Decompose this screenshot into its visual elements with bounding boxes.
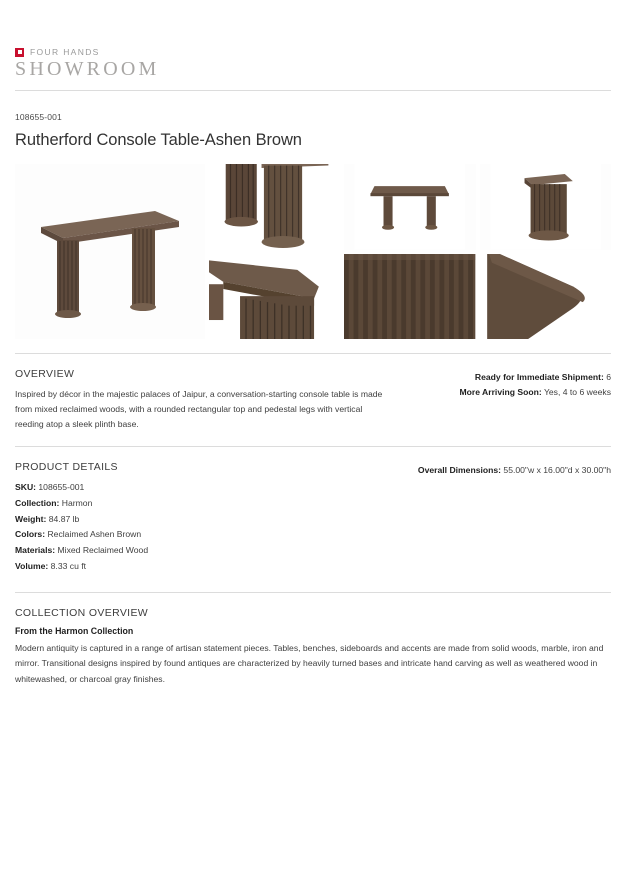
detail-value: 84.87 lb — [48, 513, 80, 524]
sku-line: 108655-001 — [15, 112, 62, 122]
detail-label: Weight: — [15, 513, 47, 524]
brand-lockup — [15, 0, 611, 57]
availability-label: Ready for Immediate Shipment: — [474, 372, 604, 382]
gallery-tile-pedestal-leg-angled-view[interactable] — [480, 164, 611, 250]
page-title: Rutherford Console Table-Ashen Brown — [15, 131, 302, 149]
collection-body: Modern antiquity is captured in a range of artisan statement pieces. Tables, benches, sideboards and accents are made from solid woods, marble, iron and mirror. Transitional designs inspired by found antiques are characterized by heavily turned bases and intricate hand carving as well as weathered wood in whitewashed, or charcoal gray finishes. — [15, 643, 604, 684]
availability-row — [459, 370, 611, 385]
overview-section — [15, 354, 611, 431]
brand-name-label: FOUR HANDS — [30, 47, 100, 57]
overview-body: Inspired by décor in the majestic palaces of Jaipur, a conversation-starting console table is made from mixed reclaimed woods, with a rounded rectangular top and pedestal legs with vertical reeding atop a sleek plinth base. — [15, 389, 383, 429]
overview-text-column — [15, 368, 387, 431]
detail-value: 8.33 cu ft — [50, 560, 87, 571]
availability-row — [459, 385, 611, 400]
availability-value: 6 — [606, 372, 611, 382]
header-divider — [15, 90, 611, 91]
product-details-section — [15, 447, 611, 574]
dimensions-row — [418, 463, 611, 478]
four-hands-logo-icon — [15, 48, 24, 57]
gallery-tile-rounded-corner-edge-detail[interactable] — [480, 254, 611, 340]
detail-row — [15, 559, 387, 575]
gallery-tile-front-elevation-view[interactable] — [344, 164, 475, 250]
detail-label: Colors: — [15, 529, 46, 540]
gallery-tile-table-top-corner-detail[interactable] — [209, 254, 340, 340]
collection-overview-section — [15, 593, 611, 687]
detail-row — [15, 527, 387, 543]
site-header — [15, 0, 611, 81]
detail-label: Volume: — [15, 560, 49, 571]
detail-label: Collection: — [15, 497, 60, 508]
dimensions-label: Overall Dimensions: — [417, 465, 502, 476]
showroom-wordmark: SHOWROOM — [15, 58, 160, 80]
dimensions-column — [418, 461, 611, 478]
availability-label: More Arriving Soon: — [459, 387, 542, 398]
detail-value: Mixed Reclaimed Wood — [57, 544, 149, 555]
detail-label: SKU: — [15, 482, 37, 493]
detail-row — [15, 512, 387, 528]
detail-value: 108655-001 — [38, 482, 85, 493]
detail-value: Reclaimed Ashen Brown — [47, 529, 142, 540]
product-details-heading: PRODUCT DETAILS — [15, 461, 118, 474]
detail-row — [15, 543, 387, 559]
gallery-thumbnail-grid — [209, 164, 611, 339]
collection-text-column — [15, 607, 611, 687]
overview-heading: OVERVIEW — [15, 368, 75, 380]
detail-row — [15, 480, 387, 496]
collection-heading: COLLECTION OVERVIEW — [15, 607, 149, 620]
detail-label: Materials: — [15, 544, 56, 555]
availability-value: Yes, 4 to 6 weeks — [543, 387, 611, 398]
dimensions-value: 55.00"w x 16.00"d x 30.00"h — [503, 465, 611, 476]
gallery-hero-image[interactable] — [15, 164, 205, 339]
availability-column — [459, 368, 611, 401]
detail-row — [15, 496, 387, 512]
product-details-list — [15, 480, 387, 574]
gallery-tile-vertical-reeding-texture[interactable] — [344, 254, 475, 340]
gallery-tile-pedestal-legs-closeup[interactable] — [209, 164, 340, 250]
collection-subheading: From the Harmon Collection — [15, 626, 134, 637]
product-details-column — [15, 461, 387, 574]
image-gallery — [15, 164, 611, 339]
detail-value: Harmon — [61, 497, 93, 508]
